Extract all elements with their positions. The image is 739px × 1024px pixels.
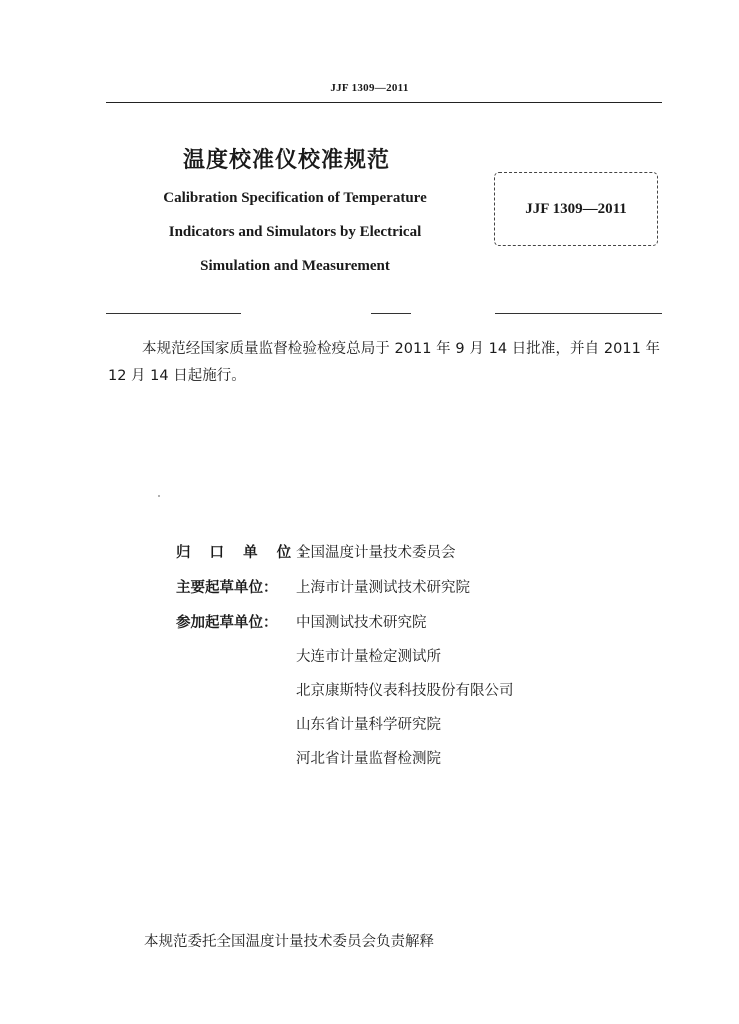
interpretation-note: 本规范委托全国温度计量技术委员会负责解释	[144, 934, 434, 950]
scan-speck	[158, 495, 160, 497]
participants-label: 参加起草单位：	[176, 615, 278, 631]
participants-row	[176, 611, 427, 632]
main-drafter-row	[176, 576, 470, 597]
main-drafter-label: 主要起草单位：	[176, 580, 278, 596]
divider-middle	[371, 313, 411, 314]
participant-unit: 中国测试技术研究院	[296, 615, 427, 631]
participant-unit: 山东省计量科学研究院	[296, 717, 441, 733]
divider-right	[495, 313, 662, 314]
title-chinese: 温度校准仪校准规范	[183, 147, 391, 173]
participant-unit: 大连市计量检定测试所	[296, 649, 441, 665]
title-english-line-1: Calibration Specification of Temperature	[163, 190, 427, 206]
title-english-line-2: Indicators and Simulators by Electrical	[168, 224, 422, 240]
header-code: JJF 1309—2011	[330, 82, 409, 94]
participant-unit: 北京康斯特仪表科技股份有限公司	[296, 683, 514, 699]
standard-code: JJF 1309—2011	[525, 200, 627, 217]
responsible-unit-label: 归 口 单 位：	[176, 545, 320, 561]
responsible-unit-row	[176, 541, 456, 562]
main-drafter-value: 上海市计量测试技术研究院	[296, 580, 470, 596]
divider-left	[106, 313, 241, 314]
approval-statement: 本规范经国家质量监督检验检疫总局于 2011 年 9 月 14 日批准，并自 2011 年 12 月 14 日起施行。	[108, 341, 660, 384]
title-english-line-3: Simulation and Measurement	[200, 258, 390, 274]
header-rule	[106, 102, 662, 103]
responsible-unit-value: 全国温度计量技术委员会	[296, 545, 456, 561]
participant-unit: 河北省计量监督检测院	[296, 751, 441, 767]
standard-code-box	[494, 172, 658, 246]
